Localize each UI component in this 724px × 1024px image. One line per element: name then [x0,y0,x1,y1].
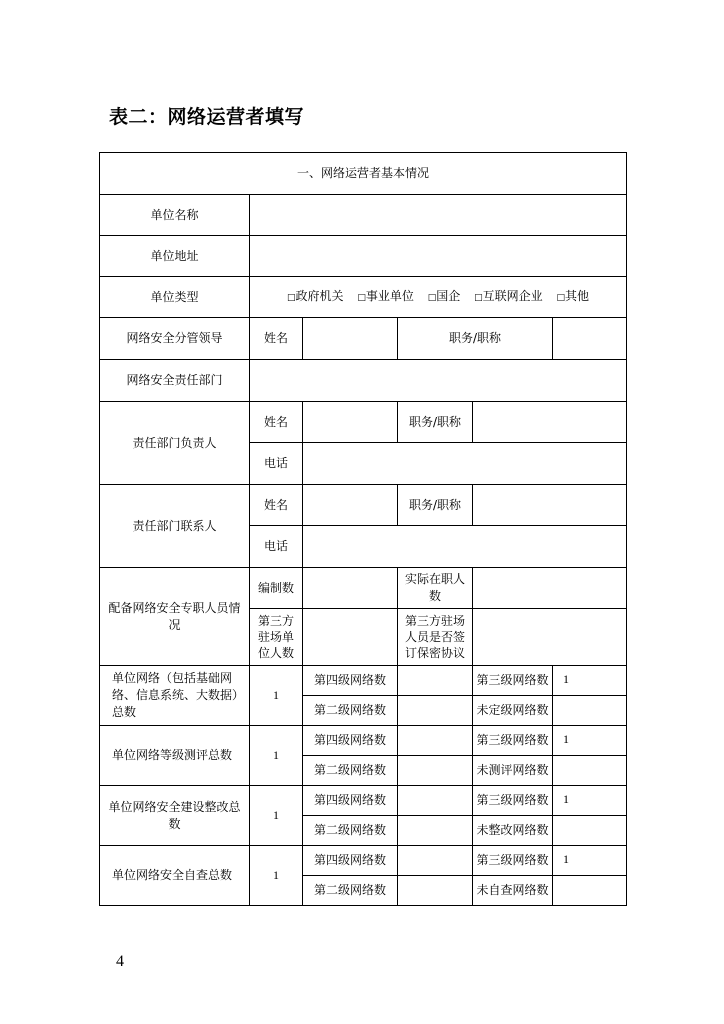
eval-untested-field[interactable] [553,756,627,786]
third-party-staff-label: 第三方驻场单位人数 [250,609,303,666]
checkbox-icon[interactable]: □ [427,292,437,303]
third-party-staff-field[interactable] [303,609,398,666]
dept-head-position-label: 职务/职称 [398,402,473,443]
unit-name-field[interactable] [250,195,627,236]
page-title: 表二：网络运营者填写 [109,106,305,128]
quota-label: 编制数 [250,568,303,609]
actual-staff-label: 实际在职人数 [398,568,473,609]
eval-level3-value[interactable]: 1 [553,726,627,756]
rectify-level3-value[interactable]: 1 [553,786,627,816]
eval-level2-label: 第二级网络数 [303,756,398,786]
dept-contact-position-field[interactable] [473,485,627,526]
checkbox-icon[interactable]: □ [357,292,366,303]
networks-level2-field[interactable] [398,696,473,726]
rectify-unrectified-label: 未整改网络数 [473,816,553,846]
leader-position-label: 职务/职称 [398,318,553,360]
confidentiality-label: 第三方驻场人员是否签订保密协议 [398,609,473,666]
networks-total-value[interactable]: 1 [250,666,303,726]
selfcheck-unchecked-field[interactable] [553,876,627,906]
networks-level4-label: 第四级网络数 [303,666,398,696]
networks-level2-label: 第二级网络数 [303,696,398,726]
quota-field[interactable] [303,568,398,609]
selfcheck-unchecked-label: 未自查网络数 [473,876,553,906]
selfcheck-total-label: 单位网络安全自查总数 [100,846,250,906]
unit-type-options [250,277,627,318]
dept-contact-position-label: 职务/职称 [398,485,473,526]
rectify-total-value[interactable]: 1 [250,786,303,846]
checkbox-icon[interactable]: □ [474,292,483,303]
networks-unrated-field[interactable] [553,696,627,726]
selfcheck-level3-value[interactable]: 1 [553,846,627,876]
unit-type-option-soe[interactable]: □国企 [427,288,461,303]
staffing-label: 配备网络安全专职人员情况 [100,568,250,666]
rectify-unrectified-field[interactable] [553,816,627,846]
networks-level3-label: 第三级网络数 [473,666,553,696]
operator-info-table [99,152,627,906]
eval-total-value[interactable]: 1 [250,726,303,786]
security-dept-label: 网络安全责任部门 [100,360,250,402]
security-leader-label: 网络安全分管领导 [100,318,250,360]
page-number: 4 [116,953,124,970]
dept-contact-phone-label: 电话 [250,526,303,568]
unit-type-option-institution[interactable]: □事业单位 [357,288,414,303]
selfcheck-level2-label: 第二级网络数 [303,876,398,906]
eval-level4-label: 第四级网络数 [303,726,398,756]
networks-level4-field[interactable] [398,666,473,696]
dept-head-name-field[interactable] [303,402,398,443]
eval-level3-label: 第三级网络数 [473,726,553,756]
networks-level3-value[interactable]: 1 [553,666,627,696]
dept-head-label: 责任部门负责人 [100,402,250,485]
section-heading: 一、网络运营者基本情况 [100,153,627,195]
rectify-level4-label: 第四级网络数 [303,786,398,816]
dept-head-position-field[interactable] [473,402,627,443]
unit-type-option-other[interactable]: □其他 [556,288,589,303]
unit-address-field[interactable] [250,236,627,277]
leader-name-label: 姓名 [250,318,303,360]
selfcheck-level3-label: 第三级网络数 [473,846,553,876]
dept-head-phone-label: 电话 [250,443,303,485]
rectify-level3-label: 第三级网络数 [473,786,553,816]
unit-name-label: 单位名称 [100,195,250,236]
unit-type-option-internet[interactable]: □互联网企业 [474,288,543,303]
leader-name-field[interactable] [303,318,398,360]
eval-total-label: 单位网络等级测评总数 [100,726,250,786]
unit-type-label: 单位类型 [100,277,250,318]
actual-staff-field[interactable] [473,568,627,609]
networks-unrated-label: 未定级网络数 [473,696,553,726]
security-dept-field[interactable] [250,360,627,402]
checkbox-icon[interactable]: □ [556,292,565,303]
checkbox-icon[interactable]: □ [287,292,296,303]
dept-head-name-label: 姓名 [250,402,303,443]
dept-contact-name-field[interactable] [303,485,398,526]
selfcheck-total-value[interactable]: 1 [250,846,303,906]
networks-total-label: 单位网络（包括基础网络、信息系统、大数据）总数 [100,666,250,726]
selfcheck-level2-field[interactable] [398,876,473,906]
dept-head-phone-field[interactable] [303,443,627,485]
dept-contact-name-label: 姓名 [250,485,303,526]
selfcheck-level4-label: 第四级网络数 [303,846,398,876]
unit-type-option-government[interactable]: □政府机关 [287,288,344,303]
rectify-level2-label: 第二级网络数 [303,816,398,846]
rectify-total-label: 单位网络安全建设整改总数 [100,786,250,846]
eval-level2-field[interactable] [398,756,473,786]
unit-address-label: 单位地址 [100,236,250,277]
eval-untested-label: 未测评网络数 [473,756,553,786]
eval-level4-field[interactable] [398,726,473,756]
confidentiality-field[interactable] [473,609,627,666]
leader-position-field[interactable] [553,318,627,360]
dept-contact-label: 责任部门联系人 [100,485,250,568]
rectify-level2-field[interactable] [398,816,473,846]
selfcheck-level4-field[interactable] [398,846,473,876]
rectify-level4-field[interactable] [398,786,473,816]
dept-contact-phone-field[interactable] [303,526,627,568]
